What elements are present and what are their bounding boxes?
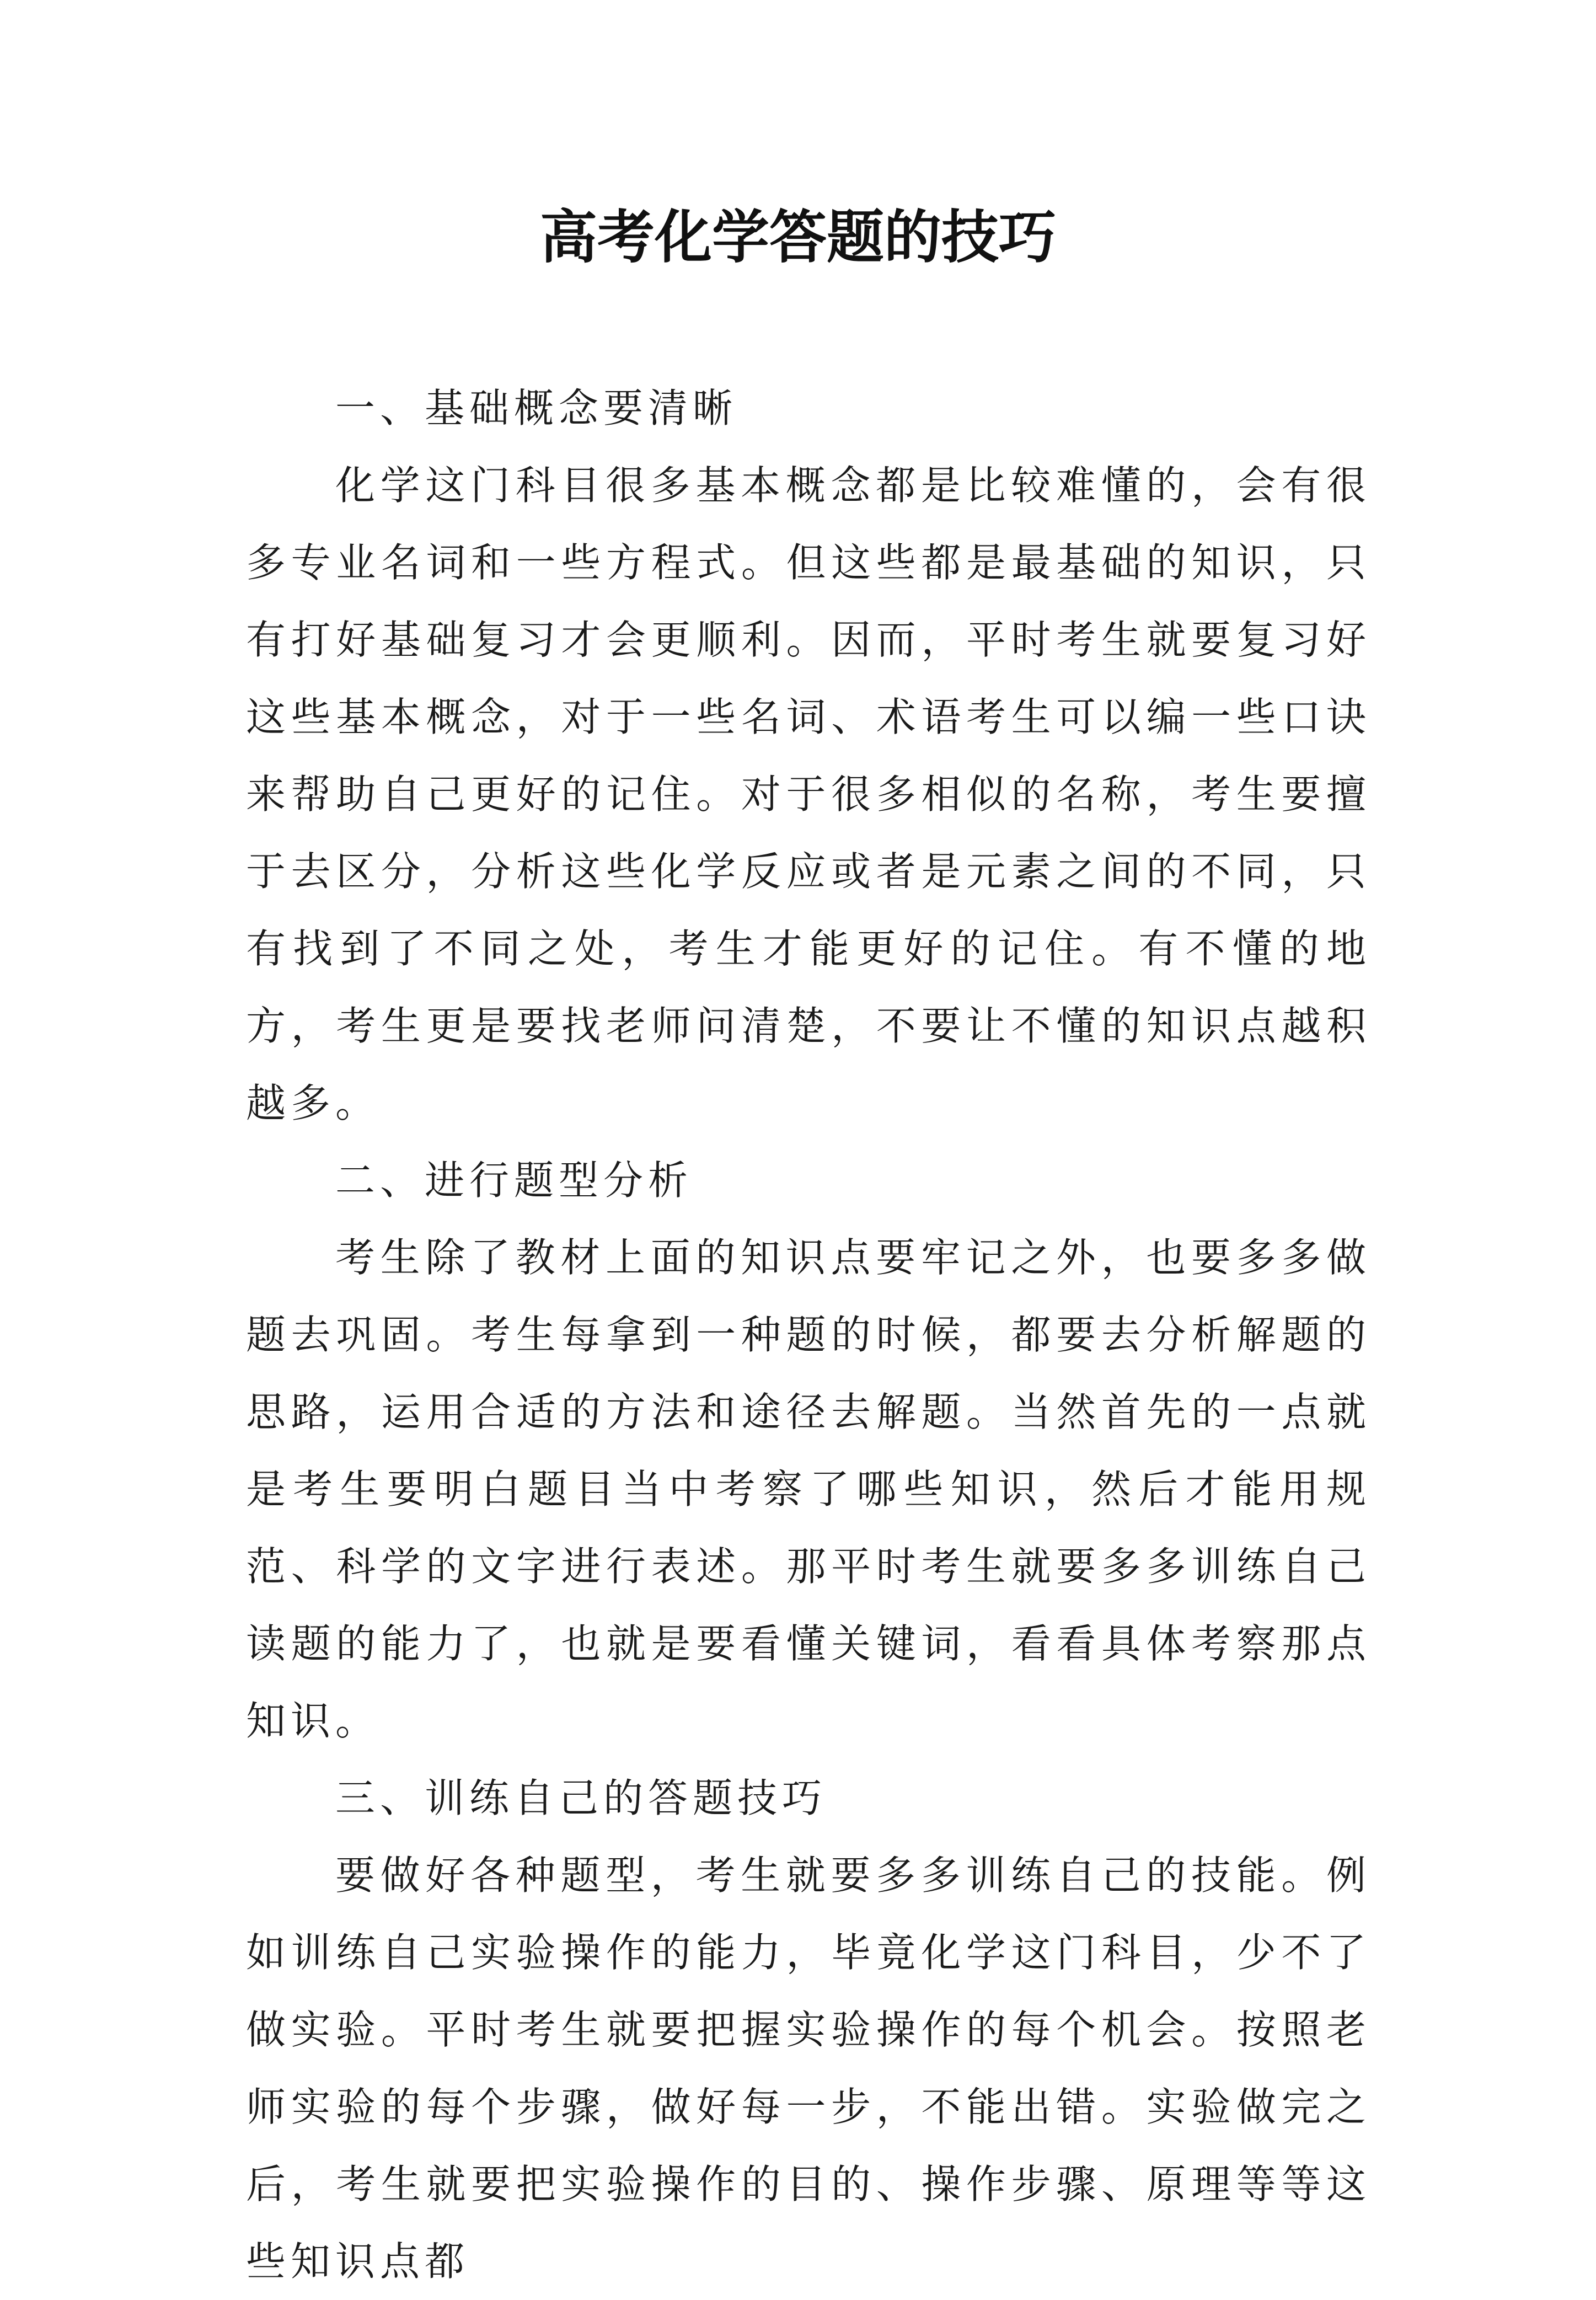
document-body xyxy=(246,370,1371,2300)
section-paragraph-3: 要做好各种题型，考生就要多多训练自己的技能。例如训练自己实验操作的能力，毕竟化学这门科目，少不了做实验。平时考生就要把握实验操作的每个机会。按照老师实验的每个步骤，做好每一步，不能出错。实验做完之后，考生就要把实验操作的目的、操作步骤、原理等等这些知识点都 xyxy=(246,1852,1371,2285)
section-paragraph-1: 化学这门科目很多基本概念都是比较难懂的，会有很多专业名词和一些方程式。但这些都是最基础的知识，只有打好基础复习才会更顺利。因而，平时考生就要复习好这些基本概念，对于一些名词、术语考生可以编一些口诀来帮助自己更好的记住。对于很多相似的名称，考生要擅于去区分，分析这些化学反应或者是元素之间的不同，只有找到了不同之处，考生才能更好的记住。有不懂的地方，考生更是要找老师问清楚，不要让不懂的知识点越积越多。 xyxy=(246,462,1371,1126)
section-heading-2: 二、进行题型分析 xyxy=(335,1157,693,1204)
section-heading-1: 一、基础概念要清晰 xyxy=(335,385,738,431)
section-paragraph-2: 考生除了教材上面的知识点要牢记之外，也要多多做题去巩固。考生每拿到一种题的时候，都要去分析解题的思路，运用合适的方法和途径去解题。当然首先的一点就是考生要明白题目当中考察了哪些知识，然后才能用规范、科学的文字进行表述。那平时考生就要多多训练自己读题的能力了，也就是要看懂关键词，看看具体考察那点知识。 xyxy=(246,1234,1371,1744)
section-heading-3: 三、训练自己的答题技巧 xyxy=(335,1775,827,1821)
document-title: 高考化学答题的技巧 xyxy=(539,203,1056,271)
